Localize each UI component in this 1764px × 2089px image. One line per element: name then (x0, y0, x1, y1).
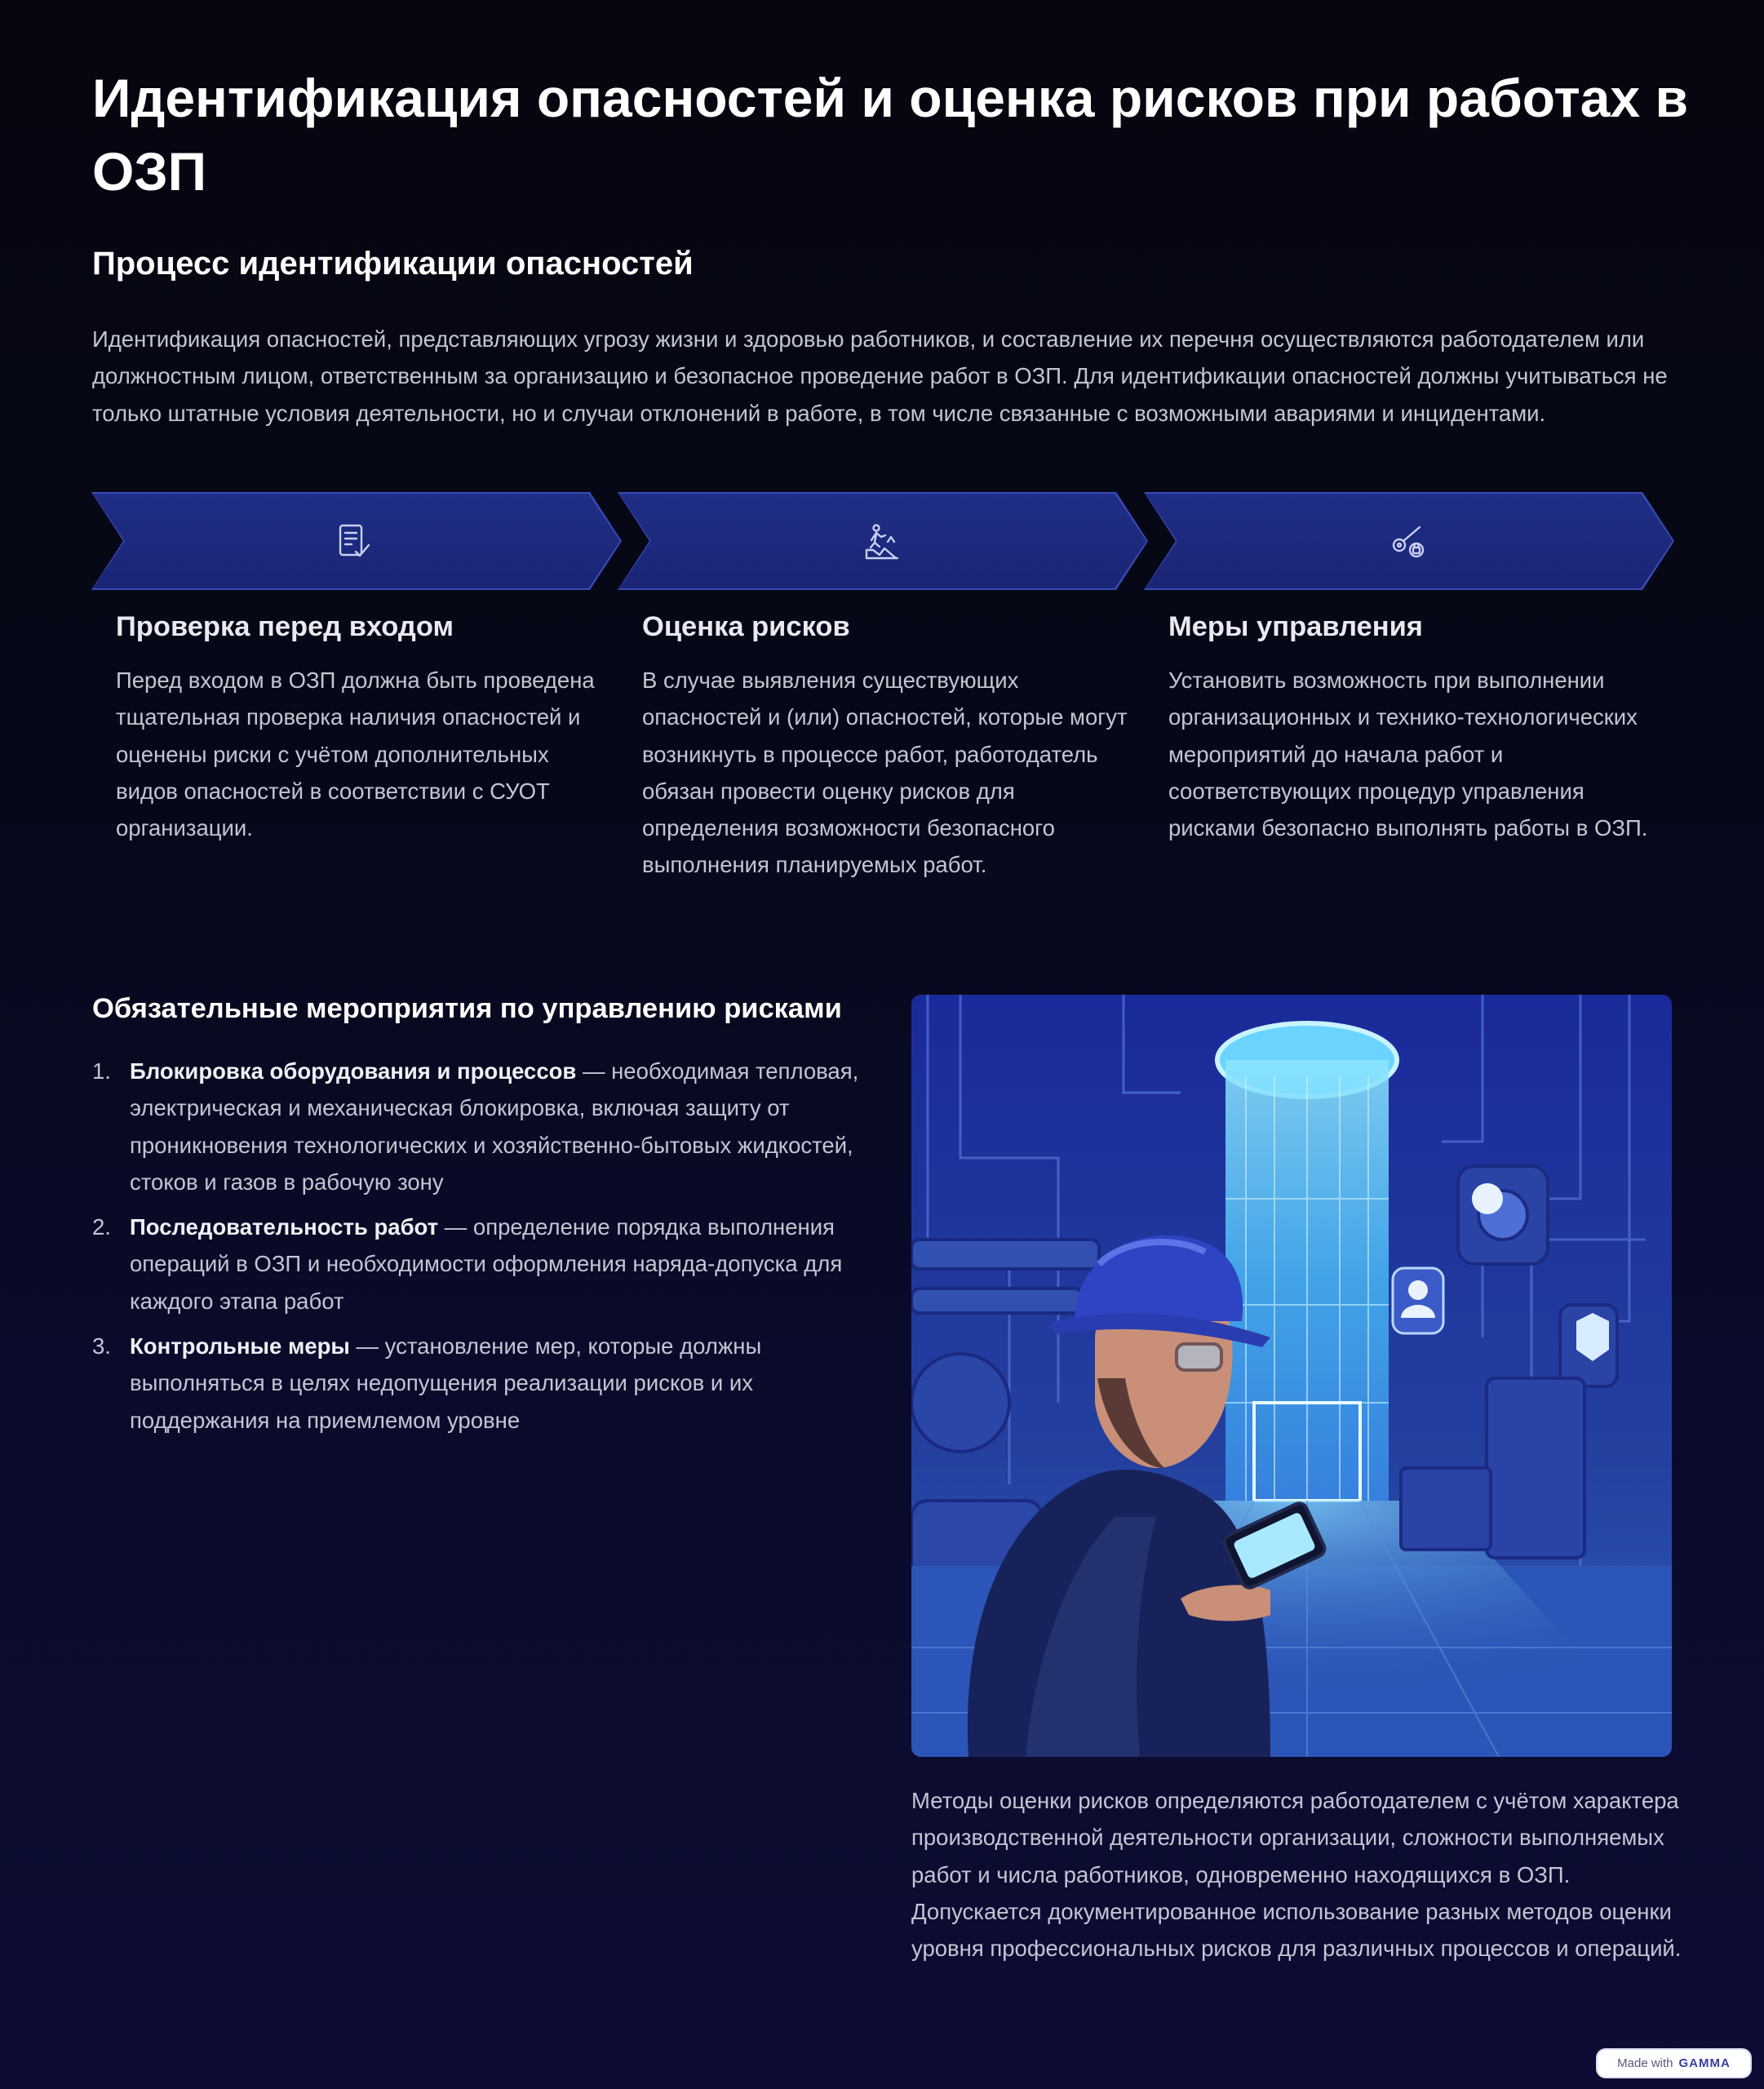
list-item (92, 1209, 859, 1319)
badge-prefix: Made with (1617, 2056, 1673, 2070)
gamma-logo: GAMMA (1678, 2056, 1731, 2070)
list-item-text: — необходимая тепловая, электрическая и механическая блокировка, включая защиту от проникновения технологических и хозяйственно-бытовых жидкостей, стоков и газов в рабочую зону (130, 1058, 859, 1195)
step-title-2: Оценка рисков (642, 611, 850, 642)
list-number: 2. (92, 1214, 111, 1240)
step-text-1: Перед входом в ОЗП должна быть проведена тщательная проверка наличия опасностей и оценены риски с учётом дополнительных видов опасностей в соответствии с СУОТ организации. (116, 668, 595, 841)
measures-list (92, 1053, 859, 1447)
section-heading-identification: Процесс идентификации опасностей (92, 246, 694, 282)
list-item-bold: Блокировка оборудования и процессов (130, 1058, 577, 1084)
step-title-3: Меры управления (1168, 611, 1423, 642)
checklist-icon (333, 521, 375, 563)
list-item-bold: Последовательность работ (130, 1214, 439, 1240)
made-with-gamma-badge[interactable] (1596, 2048, 1752, 2078)
list-item-text: — определение порядка выполнения операций в ОЗП и необходимости оформления наряда-допуска для каждого этапа работ (130, 1214, 843, 1314)
worker-illustration (911, 995, 1672, 1757)
controls-icon (1387, 521, 1429, 563)
step-text-2: В случае выявления существующих опасностей и (или) опасностей, которые могут возникнуть в процессе работ, работодатель обязан провести оценку рисков для определения возможности безопасного выполнения планируемых работ. (642, 668, 1128, 878)
list-number: 1. (92, 1058, 111, 1084)
list-number: 3. (92, 1333, 111, 1359)
section-heading-measures: Обязательные мероприятия по управлению рисками (92, 993, 842, 1024)
list-item-bold: Контрольные меры (130, 1333, 350, 1359)
step-title-1: Проверка перед входом (116, 611, 454, 642)
climber-icon (860, 521, 902, 563)
methods-paragraph: Методы оценки рисков определяются работодателем с учётом характера производственной деятельности организации, сложности выполняемых работ и числа работников, одновременно находящихся в ОЗП. Допускается документированное использование разных методов оценки уровня профессиональных рисков для различных процессов и операций. (911, 1788, 1682, 1962)
list-item (92, 1328, 859, 1439)
list-item-text: — установление мер, которые должны выполняться в целях недопущения реализации рисков и их поддержания на приемлемом уровне (130, 1333, 762, 1433)
page-title: Идентификация опасностей и оценка рисков при работах в ОЗП (92, 68, 1689, 202)
list-item (92, 1053, 859, 1200)
step-text-3: Установить возможность при выполнении организационных и технико-технологических мероприятий до начала работ и соответствующих процедур управления рисками безопасно выполнять работы в ОЗП. (1168, 668, 1648, 841)
intro-paragraph: Идентификация опасностей, представляющих угрозу жизни и здоровью работников, и составление их перечня осуществляются работодателем или должностным лицом, ответственным за организацию и безопасное проведение работ в ОЗП. Для идентификации опасностей должны учитываться не только штатные условия деятельности, но и случаи отклонений в работе, в том числе связанные с возможными авариями и инцидентами. (92, 326, 1668, 426)
